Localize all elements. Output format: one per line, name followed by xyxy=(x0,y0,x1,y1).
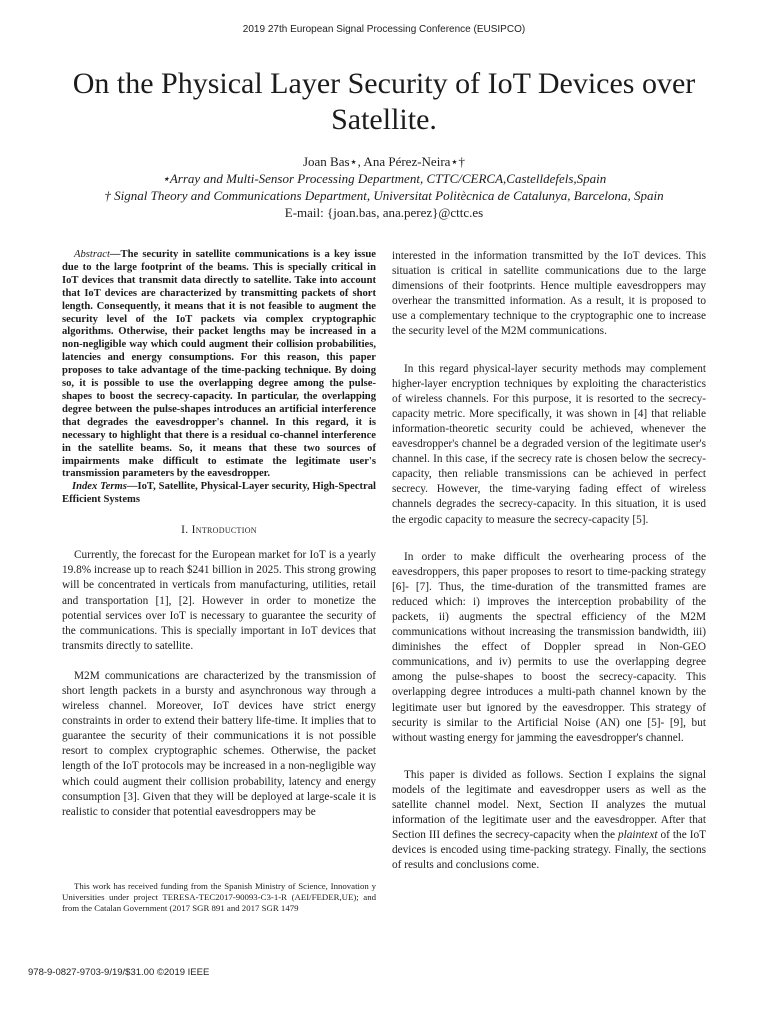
abstract xyxy=(62,249,376,481)
plaintext-term: plaintext xyxy=(618,829,658,842)
abstract-text: —The security in satellite communications is a key issue due to the large footprint of the beams. This is specially critical in IoT devices that transmit data directly to satellite. Take into account that IoT devices are characterized by transmitting packets of short length. Consequently, it means that it is not feasible to augment the security level of the IoT packets via complex cryptographic algorithms. Otherwise, their packet lengths may be increased in a non-negligible way which could augment their collision probabilities, latencies and energy consumptions. For this reason, this paper proposes to take advantage of the time-packing technique. By doing so, it is possible to use the overlapping degree among the pulse-shapes to boost the secrecy-capacity. In particular, the overlapping degree between the pulse-shapes introduces an artificial interference that degrades the eavesdropper's channel. In this regard, it is necessary to highlight that there is a residual co-channel interference in the satellite beams. So, it means that these two sources of impairments make difficult to estimate the legitimate user's transmission parameters by the eavesdropper. xyxy=(62,249,376,480)
section-number: I. xyxy=(181,524,189,537)
right-paragraph-4-start: This paper is divided as follows. Section I explains the signal models of the legitimate and eavesdropper users as well as the satellite channel model. Next, Section II analyzes the mutual information of the legitimate user and the eavesdropper. After that Section III defines the secrecy-capacity when the xyxy=(392,768,706,842)
section-title: Introduction xyxy=(191,524,257,537)
right-paragraph-2: In this regard physical-layer security methods may complement higher-layer encryption techniques by exploiting the characteristics of wireless channels. For this purpose, it is resorted to the secrecy-capacity metric. More specifically, it was shown in [4] that reliable information-theoretic security could be achieved, whenever the eavesdropper's channel be a degraded version of the legitimate user's channel. In this case, if the secrecy rate is chosen below the secrecy-capacity, then reliable transmissions can be achieved in perfect secrecy. However, the time-varying fading effect of wireless channels degrades the secrecy-capacity. In this situation, it is used the ergodic capacity to measure the secrecy-capacity [5]. xyxy=(392,362,706,526)
footer-isbn: 978-9-0827-9703-9/19/$31.00 ©2019 IEEE xyxy=(28,967,210,978)
conference-header: 2019 27th European Signal Processing Conference (EUSIPCO) xyxy=(242,24,526,35)
affiliation-1-text: ⋆Array and Multi-Sensor Processing Department, CTTC/CERCA,Castelldefels,Spain xyxy=(161,171,607,186)
affiliation-1 xyxy=(40,170,728,187)
right-paragraph-4-end: of the IoT devices is encoded using time-packing strategy. Finally, the sections of results and conclusions come. xyxy=(392,829,706,872)
intro-paragraph-2: M2M communications are characterized by the transmission of short length packets in a bursty and asynchronous way through a wireless channel. Moreover, IoT devices have strict energy constraints in order to extend their battery life-time. It implies that to guarantee the security of their communications it is not possible resort to complex cryptographic schemes. Otherwise, the packet length of the IoT protocols may be increased in a non-negligible way which could augment their collision probability, latency and energy consumption [3]. Given that they will be deployed at large-scale it is realistic to consider that potential eavesdroppers may be xyxy=(62,669,376,818)
paper-title: On the Physical Layer Security of IoT Devices over Satellite. xyxy=(72,67,696,136)
right-paragraph-1: interested in the information transmitted by the IoT devices. This situation is critical in satellite communications due to the large dimensions of their footprints. Hence multiple eavesdroppers may overhear the transmitted information. As a result, it is proposed to use a complementary technique to the cryptographic one to increase the security level of the M2M communications. xyxy=(392,250,706,338)
right-column xyxy=(392,249,706,873)
index-terms xyxy=(62,481,376,507)
abstract-lead: Abstract xyxy=(74,249,110,260)
index-terms-text: —IoT, Satellite, Physical-Layer security, High-Spectral Efficient Systems xyxy=(62,481,376,506)
author-email: E-mail: {joan.bas, ana.perez}@cttc.es xyxy=(284,205,484,220)
section-heading-introduction xyxy=(62,523,376,538)
intro-paragraph-1: Currently, the forecast for the European market for IoT is a yearly 19.8% increase up to reach $241 billion in 2025. This strong growing will be concentrated in verticals from manufacturing, utilities, retail and transportation [1], [2]. However in order to monetize the potential services over IoT is necessary to guarantee the security of the communications. This is specially important in IoT devices that transmits directly to satellite. xyxy=(62,549,376,652)
affiliation-2-text: † Signal Theory and Communications Department, Universitat Politècnica de Catalunya, Barcelona, Spain xyxy=(104,188,664,203)
right-paragraph-4 xyxy=(392,768,706,874)
index-terms-lead: Index Terms xyxy=(72,481,127,493)
affiliation-2 xyxy=(40,187,728,204)
funding-footnote: This work has received funding from the Spanish Ministry of Science, Innovation y Universities under project TERESA-TEC2017-90093-C3-1-R (AEI/FEDER,UE); and from the Catalan Government (2017 SGR 891 and 2017 SGR 1479 xyxy=(62,881,376,914)
author-names: Joan Bas⋆, Ana Pérez-Neira⋆† xyxy=(302,154,466,169)
authors-block xyxy=(40,153,728,221)
right-paragraph-3: In order to make difficult the overhearing process of the eavesdroppers, this paper proposes to resort to time-packing strategy [6]- [7]. Thus, the time-duration of the transmitted frames are reduced which: i) improves the interception probability of the packets, ii) augments the spectral efficiency of the M2M communications without increasing the transmission bandwidth, iii) diminishes the effect of Doppler spread in Non-GEO communications, and iv) permits to use the overlapping degree among the pulse-shapes to boost the secrecy-capacity. This overlapping degree introduces a multi-path channel known by the legitimate user but ignored by the eavesdropper. This strategy of security is similar to the Artificial Noise (AN) one [5]- [9], but without wasting energy for jamming the eavesdropper's channel. xyxy=(392,550,706,744)
left-column xyxy=(62,249,376,820)
